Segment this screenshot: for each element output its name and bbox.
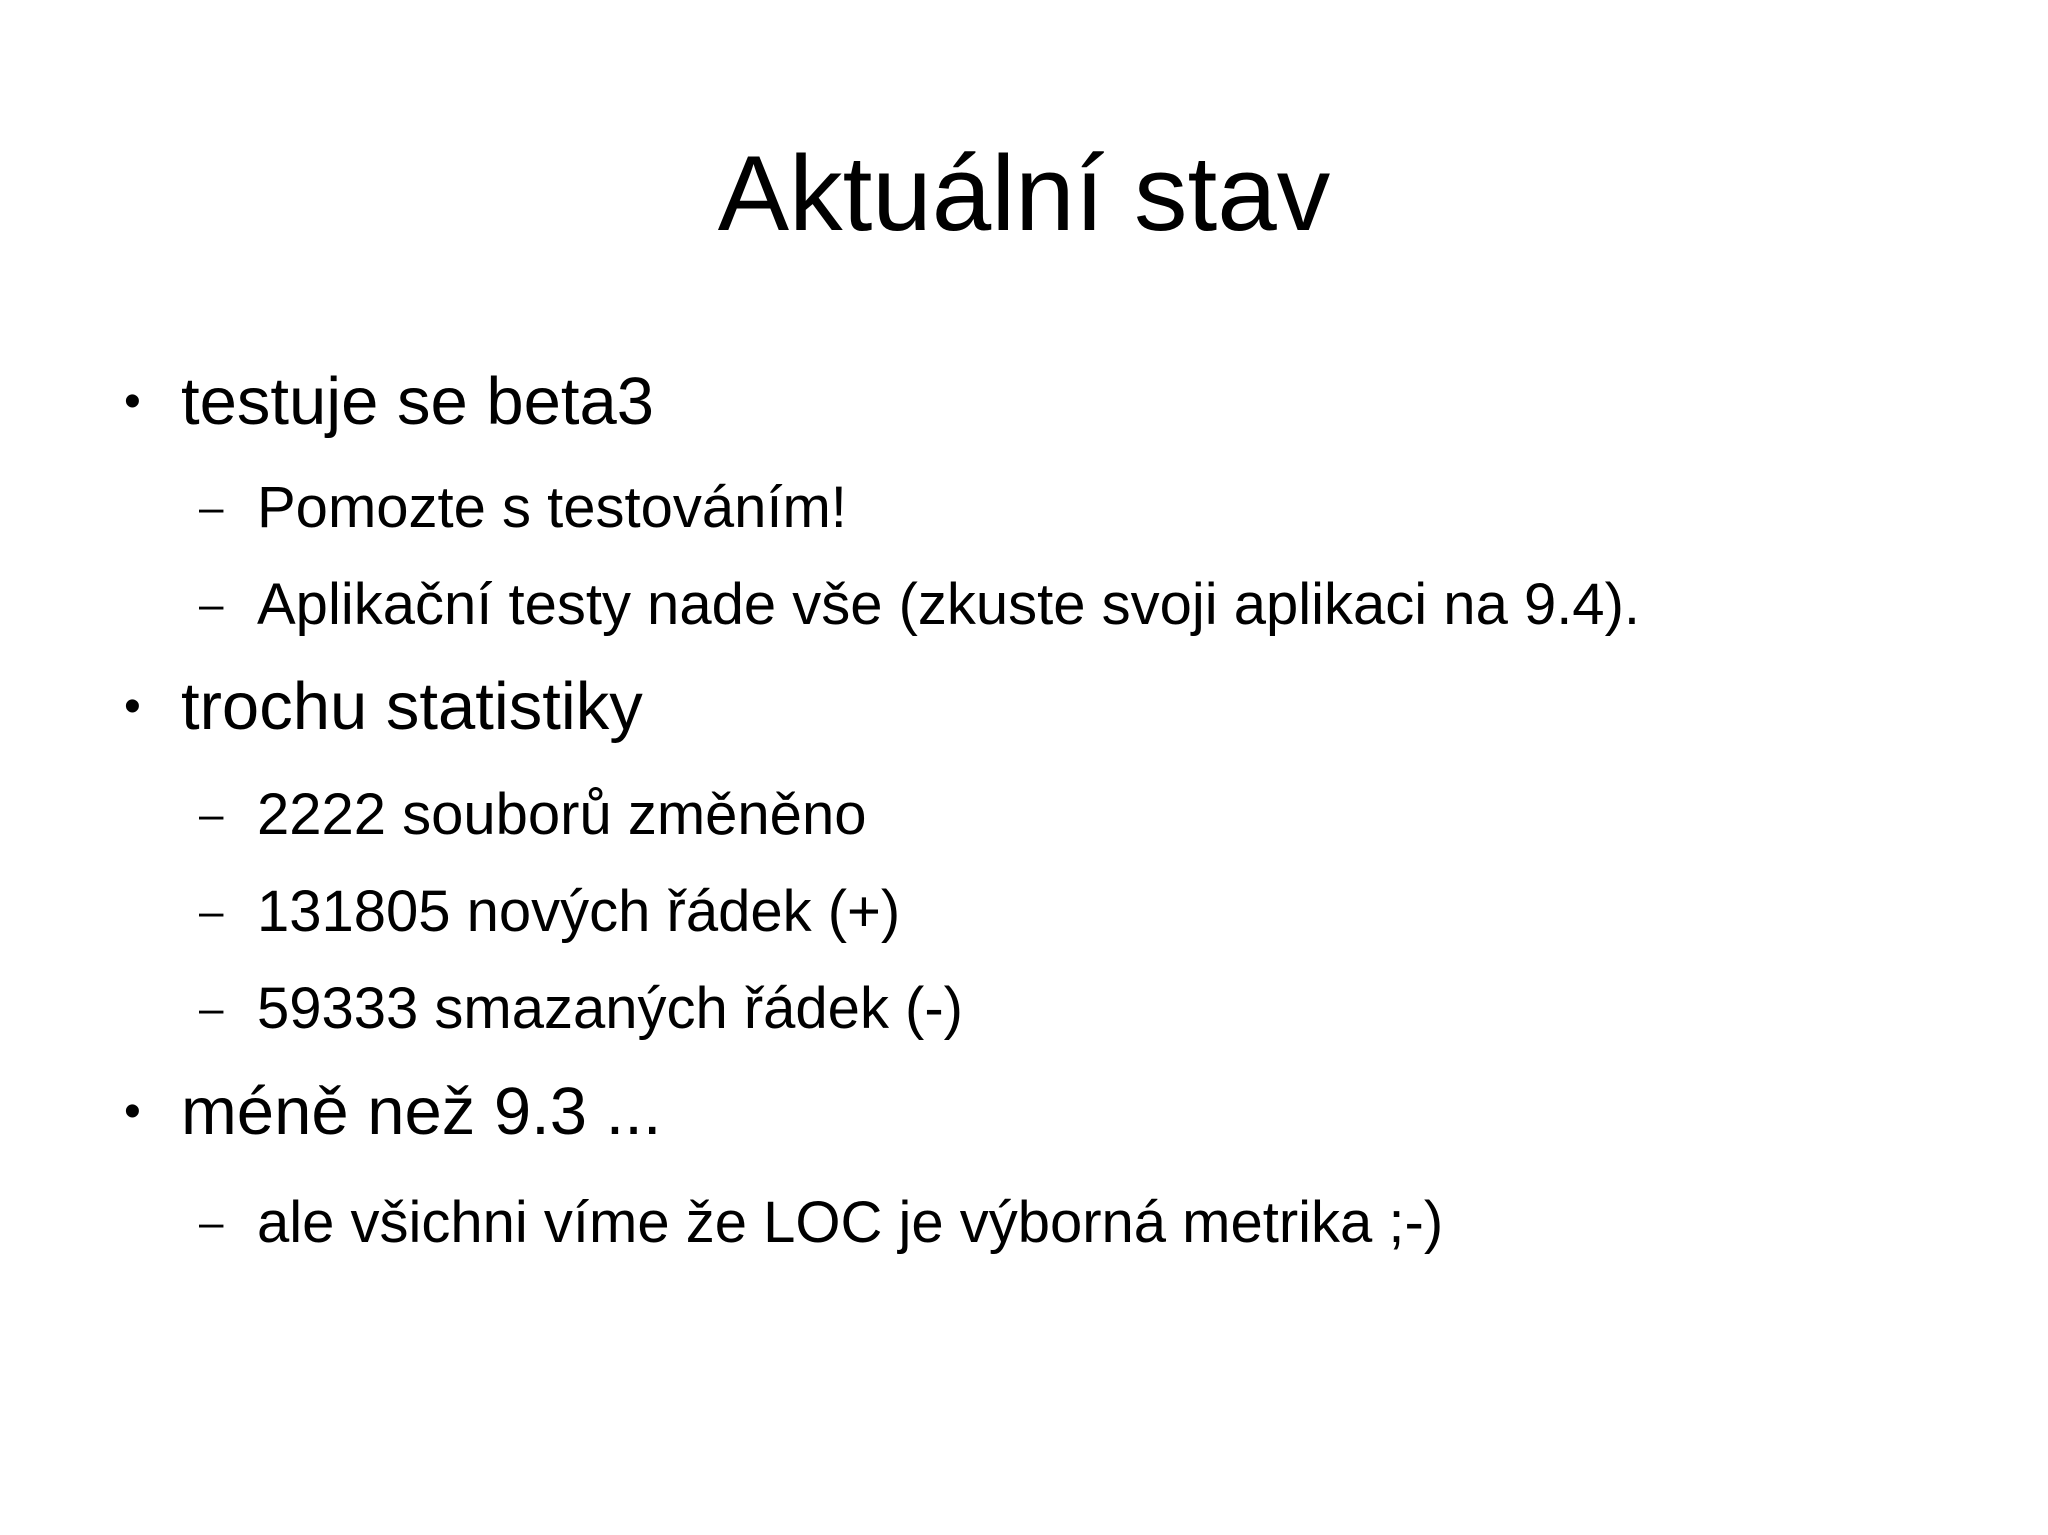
- bullet-icon: •: [124, 1085, 141, 1138]
- dash-icon: –: [199, 1198, 224, 1247]
- dash-icon: –: [199, 984, 224, 1033]
- slide-title: Aktuální stav: [717, 133, 1331, 253]
- bullet-icon: •: [124, 375, 141, 428]
- sub-bullet-text: 131805 nových řádek (+): [257, 879, 901, 944]
- sub-bullet-text: 2222 souborů změněno: [257, 782, 867, 847]
- sub-bullet-text: Aplikační testy nade vše (zkuste svoji aplikaci na 9.4).: [257, 572, 1640, 637]
- sub-bullet-text: ale všichni víme že LOC je výborná metrika ;-): [257, 1190, 1444, 1255]
- bullet-icon: •: [124, 680, 141, 733]
- bullet-text: testuje se beta3: [181, 364, 655, 439]
- bullet-text: trochu statistiky: [181, 669, 643, 744]
- dash-icon: –: [199, 790, 224, 839]
- dash-icon: –: [199, 580, 224, 629]
- sub-bullet-text: Pomozte s testováním!: [257, 475, 847, 540]
- dash-icon: –: [199, 887, 224, 936]
- sub-bullet-text: 59333 smazaných řádek (-): [257, 976, 963, 1041]
- dash-icon: –: [199, 483, 224, 532]
- bullet-text: méně než 9.3 ...: [181, 1074, 662, 1149]
